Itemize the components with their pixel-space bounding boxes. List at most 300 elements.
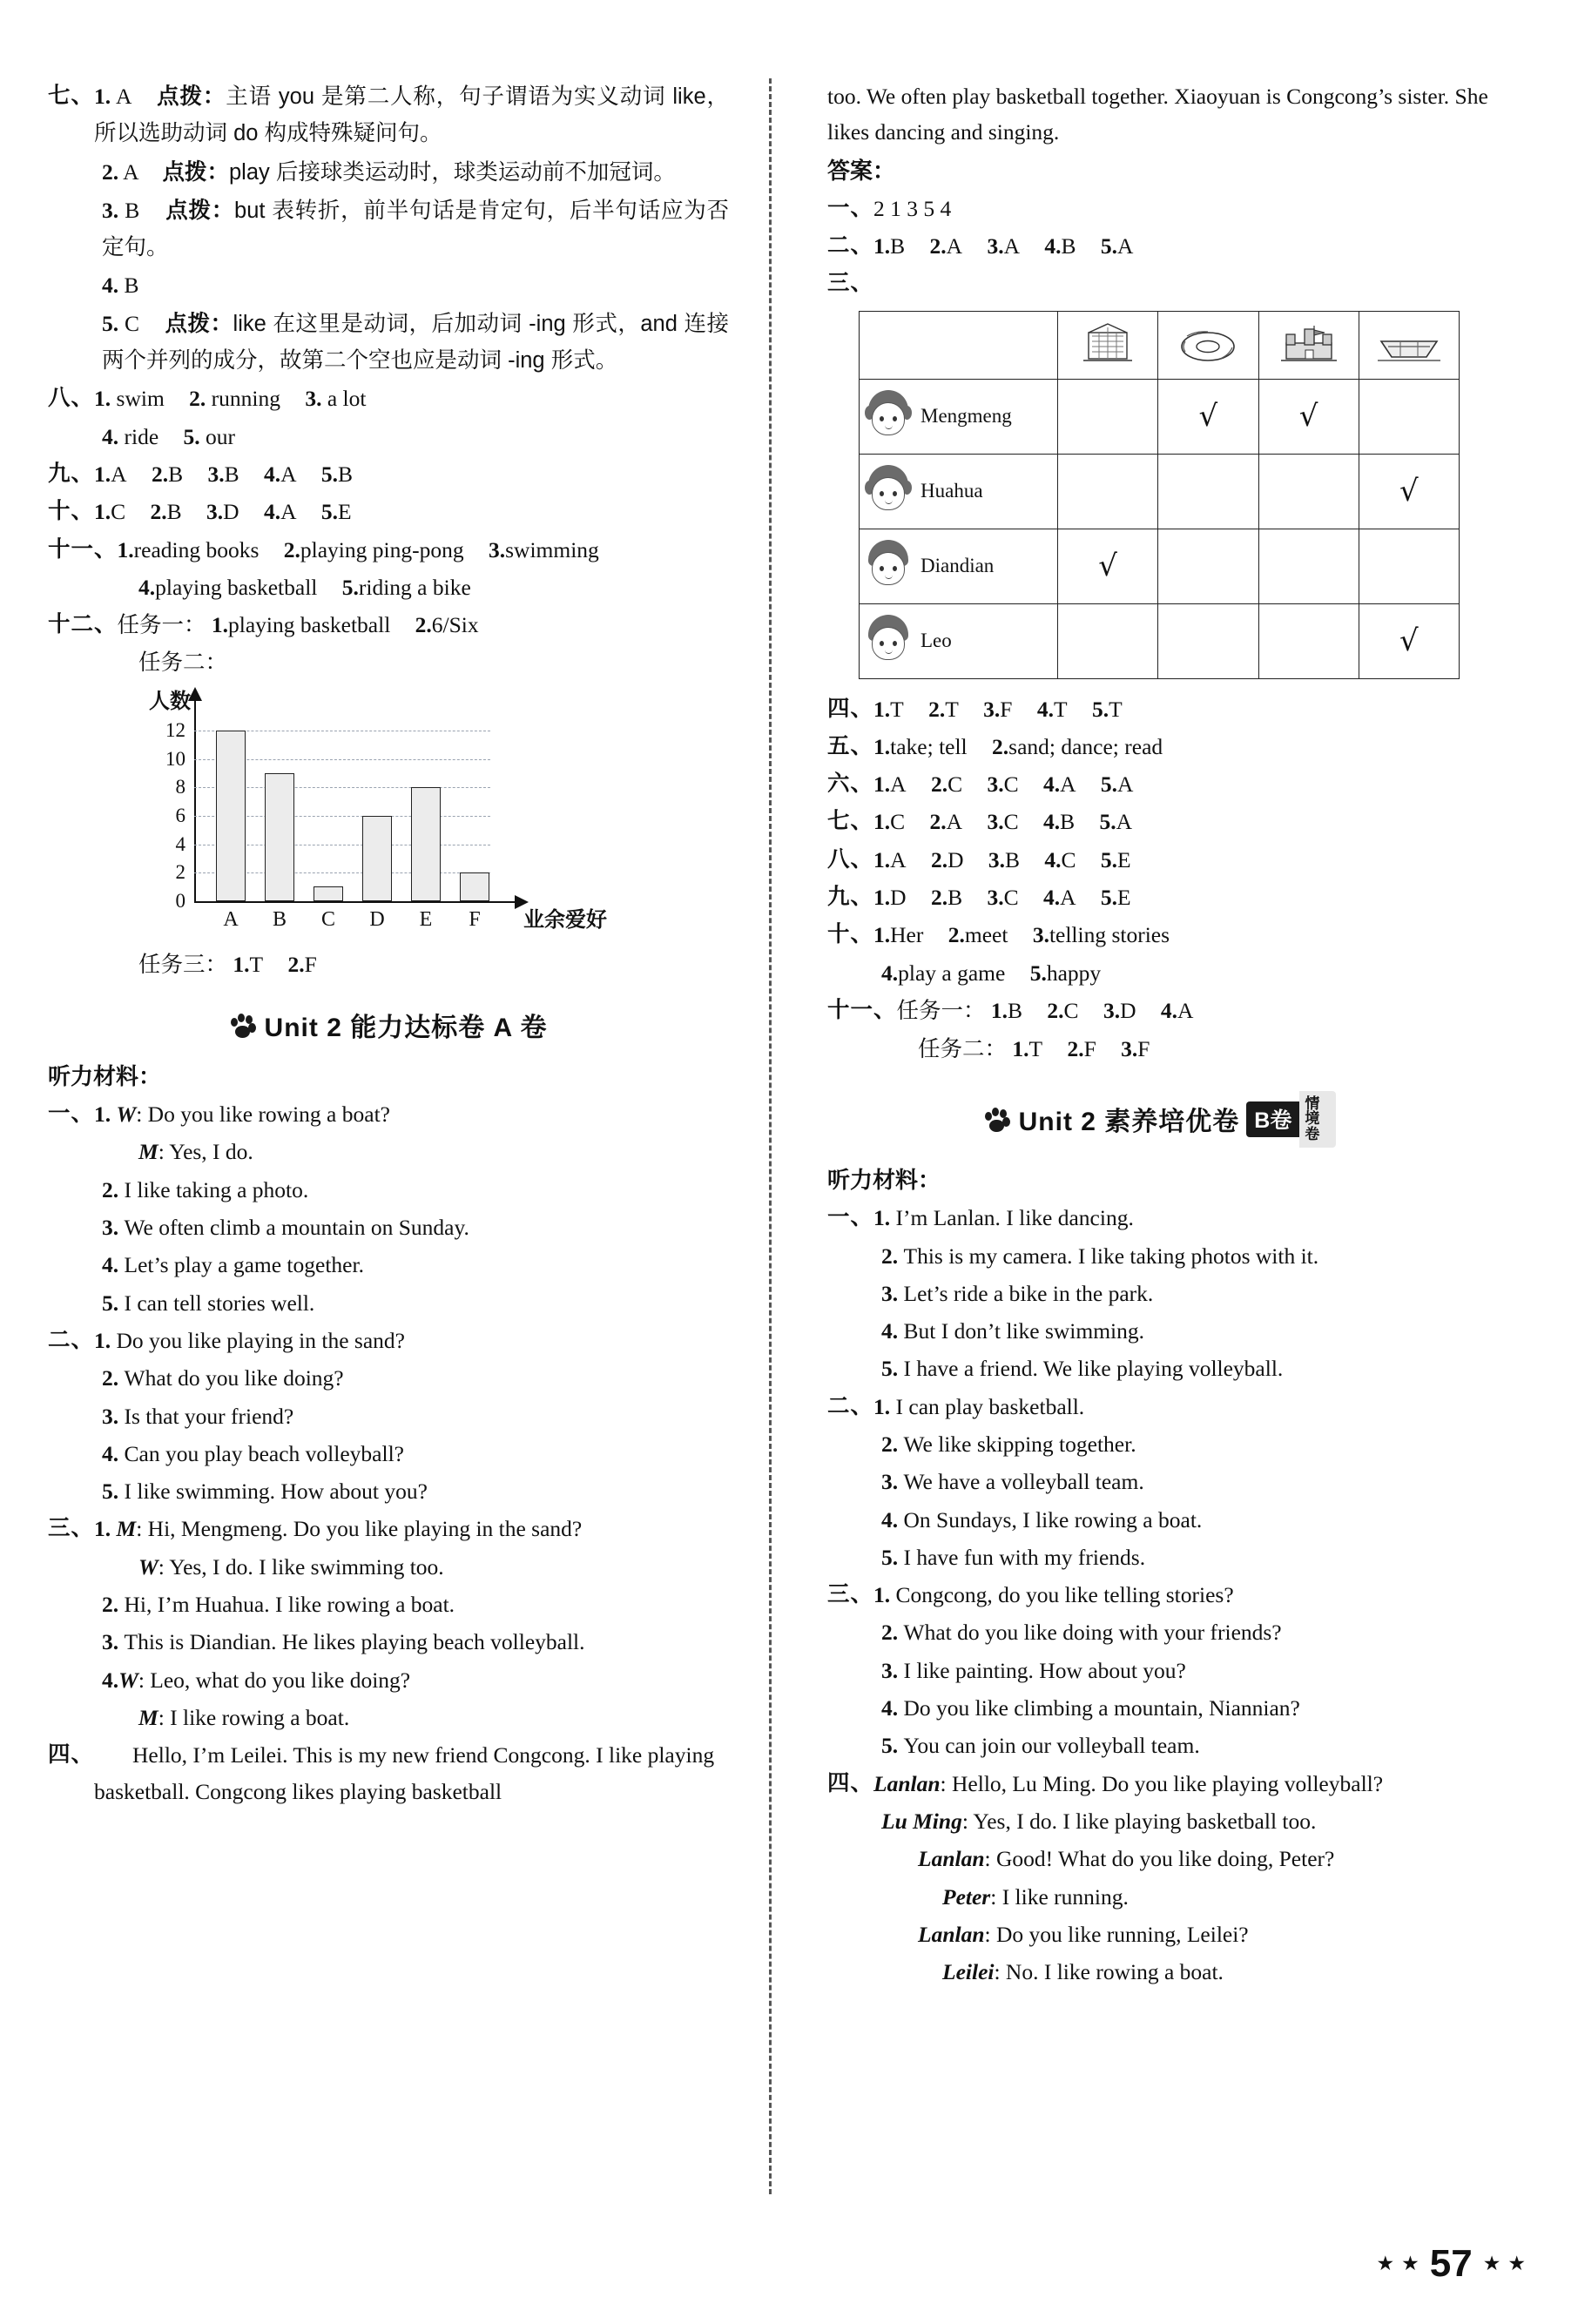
item-answer: F — [1000, 696, 1013, 722]
item-number: 2. — [1067, 1036, 1084, 1062]
answer-row-4 — [827, 691, 1493, 727]
item-number: 5. — [320, 461, 339, 487]
check-cell — [1058, 529, 1158, 603]
item-number: 2. — [102, 1365, 119, 1391]
boy-avatar — [865, 615, 912, 667]
item-number: 3. — [1121, 1036, 1138, 1062]
item-number: 1. — [94, 499, 111, 525]
item-number: 2. — [151, 461, 169, 487]
answer-row-3 — [827, 266, 1493, 301]
item-number: 2. — [150, 499, 167, 525]
item-number: 3. — [305, 386, 322, 412]
item-answer: ride — [124, 423, 159, 449]
item-number: 1. — [94, 1516, 111, 1542]
answers-label: 答案： — [827, 157, 896, 184]
table-header-row — [860, 311, 1460, 379]
item-number: 1. — [233, 951, 250, 977]
listening-line — [827, 1238, 1493, 1274]
line-text: : Do you like running, Leilei? — [984, 1921, 1249, 1947]
item-number: 1. — [94, 1101, 111, 1128]
listening-line — [48, 1398, 729, 1434]
listening-line — [827, 1426, 1493, 1462]
item-number: 4. — [1042, 809, 1061, 835]
speaker-label: Peter — [942, 1883, 991, 1910]
speaker-label: W — [138, 1553, 158, 1580]
section-label-12: 十二、 — [48, 612, 118, 637]
line-text: I have fun with my friends. — [903, 1544, 1146, 1570]
item-answer: T — [890, 696, 904, 722]
line-text: Congcong, do you like telling stories? — [895, 1582, 1234, 1608]
volume-subtitle: 情境卷 — [1299, 1091, 1336, 1149]
item-number: 3. — [881, 1469, 899, 1495]
answer-group-9 — [48, 456, 729, 492]
answer-group-7 — [48, 78, 729, 152]
line-text: Do you like playing in the sand? — [116, 1327, 405, 1353]
listening-line — [48, 1549, 729, 1585]
section-label: 一、 — [827, 195, 874, 220]
item-number: 1. — [1012, 1036, 1029, 1062]
item-number: 5. — [881, 1733, 899, 1759]
listening-section-label: 三、 — [48, 1516, 95, 1541]
item-number: 2. — [881, 1243, 899, 1269]
listening-line — [48, 1285, 729, 1321]
item-number: 4. — [1044, 233, 1062, 259]
item-answer: T — [249, 951, 264, 977]
listening-section-label: 四、 — [827, 1770, 874, 1795]
item-number: 2. — [189, 386, 206, 412]
check-mark: √ — [1399, 623, 1419, 659]
item-answer: B — [1004, 846, 1020, 872]
item-number: 4. — [102, 423, 119, 449]
check-cell — [1258, 454, 1359, 529]
speaker-label: M — [138, 1704, 158, 1730]
listening-line — [48, 1662, 729, 1698]
item-number: 3. — [987, 885, 1004, 911]
task1-label: 任务一： — [896, 998, 986, 1023]
answer-row-9 — [827, 879, 1493, 915]
item-answer: B — [224, 461, 239, 487]
listening-label: 听力材料： — [827, 1167, 941, 1194]
chart-bar — [411, 787, 441, 900]
line-text: What do you like doing with your friends? — [903, 1620, 1282, 1646]
listening-line — [827, 1728, 1493, 1763]
item-answer: B — [1060, 809, 1076, 835]
check-cell — [1359, 529, 1459, 603]
item-number: 4. — [1036, 696, 1054, 722]
listening-material-heading-right — [827, 1162, 1493, 1198]
item-number: 2. — [102, 1592, 119, 1618]
swim-ring-icon — [1166, 320, 1250, 369]
section-label: 三、 — [827, 271, 874, 296]
section-label: 九、 — [827, 885, 874, 910]
section-label-11: 十一、 — [48, 536, 118, 562]
item-answer: A — [1116, 809, 1133, 835]
listening-line — [827, 1351, 1493, 1386]
listening-group-4 — [48, 1737, 729, 1809]
item-number: 2. — [102, 158, 119, 185]
answer-row-10 — [827, 917, 1493, 953]
volume-tag — [1246, 1091, 1336, 1149]
section-label: 十一、 — [827, 997, 897, 1022]
chart-x-tick-label: A — [223, 907, 239, 931]
item-number: 5. — [102, 1290, 119, 1316]
item-number: 3. — [983, 696, 1001, 722]
line-text: You can join our volleyball team. — [903, 1733, 1200, 1759]
item-answer: B — [166, 499, 182, 525]
item-number: 1. — [873, 885, 891, 911]
item-answer: meet — [964, 922, 1008, 948]
line-text: I have a friend. We like playing volleyball. — [903, 1356, 1284, 1382]
item-answer: E — [338, 499, 352, 525]
item-answer: C — [111, 499, 126, 525]
answer-group-7-item3 — [48, 192, 729, 266]
listening-line — [48, 1134, 729, 1169]
two-column-layout — [48, 78, 1530, 2229]
item-number: 2. — [881, 1431, 899, 1457]
listening-material-heading-left — [48, 1058, 729, 1095]
listening-line — [827, 1313, 1493, 1349]
item-number: 1. — [873, 1393, 891, 1419]
table-row — [860, 454, 1460, 529]
item-number: 4. — [1044, 846, 1062, 872]
line-text: Hi, I’m Huahua. I like rowing a boat. — [124, 1592, 455, 1618]
item-number: 2. — [102, 1176, 119, 1202]
paw-icon — [984, 1106, 1010, 1132]
line-text: I’m Lanlan. I like dancing. — [895, 1205, 1134, 1231]
check-cell — [1359, 603, 1459, 678]
line-text: Do you like climbing a mountain, Niannian? — [903, 1695, 1300, 1721]
section-label: 二、 — [827, 233, 874, 258]
chart-y-tick-label: 10 — [165, 747, 185, 770]
item-answer: A — [111, 461, 127, 487]
line-text: : Hello, Lu Ming. Do you like playing volleyball? — [940, 1770, 1384, 1796]
answer-row-11 — [827, 993, 1493, 1029]
item-number: 5. — [1100, 771, 1118, 798]
item-answer: T — [1053, 696, 1068, 722]
row-label-cell — [860, 603, 1058, 678]
listening-line — [827, 1690, 1493, 1726]
listening-line — [827, 1276, 1493, 1311]
item-number: 1. — [873, 1205, 891, 1231]
star-icon: ★ — [1401, 2253, 1420, 2274]
item-answer: playing basketball — [155, 574, 318, 600]
chart-y-axis-title: 人数 — [149, 689, 191, 713]
row-label-cell — [860, 379, 1058, 454]
chart-x-axis — [194, 901, 516, 903]
line-text: : Leo, what do you like doing? — [138, 1667, 411, 1693]
sandcastle-icon — [1267, 320, 1351, 369]
item-answer: Her — [890, 922, 924, 948]
item-answer: playing basketball — [228, 612, 391, 638]
answer-row-6 — [827, 766, 1493, 802]
section-label-10: 十、 — [48, 499, 95, 524]
table-row — [860, 379, 1460, 454]
item-number: 4. — [263, 499, 281, 525]
item-number: 4. — [102, 1440, 119, 1466]
header-cell-sandcastle-icon — [1258, 311, 1359, 379]
chart-y-tick-label: 2 — [175, 861, 185, 884]
item-number: 2. — [930, 885, 948, 911]
item-number: 2. — [929, 809, 947, 835]
item-answer: A — [280, 499, 297, 525]
item-number: 2. — [929, 233, 947, 259]
item-number: 3. — [206, 499, 224, 525]
tip-text: 主语 you 是第二人称，句子谓语为实义动词 like，所以选助动词 do 构成特殊疑问句。 — [94, 84, 730, 146]
column-divider — [769, 78, 772, 2194]
item-number: 2. — [930, 846, 948, 872]
item-number: 1. — [873, 809, 891, 835]
item-number: 4. — [1042, 771, 1061, 798]
item-number: 3. — [207, 461, 225, 487]
dialog-line — [827, 1879, 1493, 1915]
line-text: : Yes, I do. I like playing basketball too. — [961, 1808, 1317, 1834]
header-cell-swim-ring-icon — [1158, 311, 1258, 379]
chart-x-tick-label: D — [369, 907, 385, 931]
star-icon: ★ — [1376, 2253, 1395, 2274]
item-number: 1. — [117, 536, 134, 562]
check-mark: √ — [1399, 474, 1419, 509]
item-answer: A — [115, 84, 131, 109]
item-answer: D — [1120, 997, 1136, 1023]
header-cell-sand-castle-building-icon — [1058, 311, 1158, 379]
student-name: Mengmeng — [920, 405, 1012, 428]
item-number: 4. — [881, 1318, 899, 1344]
section-label-8: 八、 — [48, 386, 95, 411]
item-answer: A — [890, 846, 907, 872]
listening-line — [48, 1624, 729, 1660]
item-number: 1. — [94, 84, 111, 109]
tip-text: but 表转折，前半句话是肯定句，后半句话应为否定句。 — [102, 198, 730, 260]
item-answer: A — [1177, 997, 1194, 1023]
listening-line — [48, 1360, 729, 1396]
line-text: I like painting. How about you? — [903, 1657, 1186, 1683]
chart-y-tick-label: 12 — [165, 719, 185, 742]
item-answer: E — [1117, 885, 1131, 911]
volume-letter: B卷 — [1246, 1101, 1299, 1137]
line-text: I can play basketball. — [895, 1393, 1085, 1419]
speaker-label: W — [118, 1667, 138, 1693]
item-answer: C — [1063, 997, 1079, 1023]
check-cell — [1258, 603, 1359, 678]
item-answer: swim — [116, 386, 165, 412]
listening-group-1 — [48, 1096, 729, 1132]
item-answer: reading books — [133, 536, 260, 562]
item-answer: take; tell — [890, 733, 968, 759]
check-cell — [1058, 603, 1158, 678]
line-text: Is that your friend? — [124, 1403, 294, 1429]
chart-x-tick-label: B — [272, 907, 287, 931]
section-label: 五、 — [827, 733, 874, 758]
answer-group-12 — [48, 607, 729, 643]
girl-pigtails-avatar — [865, 390, 912, 442]
item-number: 1. — [94, 461, 111, 487]
chart-bar — [265, 773, 294, 901]
item-number: 1. — [873, 922, 891, 948]
listening-section-label: 三、 — [827, 1582, 874, 1607]
item-answer: happy — [1046, 960, 1102, 986]
answer-group-11-line2 — [48, 569, 729, 605]
listening-group-2-right — [827, 1389, 1493, 1425]
speaker-label: Lanlan — [873, 1770, 941, 1796]
student-name: Huahua — [920, 480, 983, 502]
sand-castle-building-icon — [1066, 320, 1150, 369]
answer-group-7-item2 — [48, 154, 729, 191]
listening-section-label: 一、 — [827, 1205, 874, 1230]
item-answer: A — [890, 771, 907, 798]
speaker-label: Lanlan — [918, 1921, 985, 1947]
tip-text: like 在这里是动词，后加动词 -ing 形式，and 连接两个并列的成分，故第二个空也应是动词 -ing 形式。 — [102, 311, 730, 374]
listening-section-label: 四、 — [48, 1742, 95, 1768]
table-corner-cell — [860, 311, 1058, 379]
line-text: I like swimming. How about you? — [124, 1479, 428, 1505]
section-label: 七、 — [827, 809, 874, 834]
answer-group-8 — [48, 381, 729, 416]
chart-y-tick-label: 8 — [175, 776, 185, 798]
item-number: 3. — [488, 536, 506, 562]
item-answer: A — [1117, 771, 1134, 798]
listening-line — [48, 1586, 729, 1622]
item-number: 1. — [873, 233, 891, 259]
section-label-9: 九、 — [48, 461, 95, 486]
section-label-7: 七、 — [48, 84, 95, 108]
item-number: 2. — [287, 951, 305, 977]
item-answer: A — [280, 461, 297, 487]
line-text: : Do you like rowing a boat? — [136, 1101, 390, 1128]
listening-line — [48, 1172, 729, 1208]
item-answer: T — [1109, 696, 1123, 722]
item-number: 3. — [881, 1657, 899, 1683]
check-cell — [1158, 454, 1258, 529]
listening-paragraph: Hello, I’m Leilei. This is my new friend Congcong. I like playing basketball. Congcong likes playing basketball — [94, 1742, 715, 1804]
item-answer: A — [1117, 233, 1134, 259]
task1-label: 任务一： — [117, 613, 206, 638]
unit2-a-banner — [48, 1006, 729, 1044]
check-mark: √ — [1098, 549, 1117, 584]
line-text: What do you like doing? — [124, 1365, 344, 1391]
item-number: 3. — [102, 1215, 119, 1241]
speaker-label: M — [116, 1516, 137, 1542]
line-text: I can tell stories well. — [124, 1290, 315, 1316]
speaker-label: M — [138, 1139, 158, 1165]
listening-section-label: 二、 — [827, 1393, 874, 1418]
girl-bangs-avatar — [865, 465, 912, 517]
line-text: : Yes, I do. I like swimming too. — [158, 1553, 444, 1580]
listening-line — [827, 1653, 1493, 1688]
listening-section-label: 一、 — [48, 1101, 95, 1127]
item-answer: F — [304, 951, 317, 977]
banner-title: Unit 2 能力达标卷 A 卷 — [264, 1014, 548, 1043]
unit2-b-banner — [827, 1091, 1493, 1149]
listening-line — [827, 1614, 1493, 1650]
item-number: 5. — [102, 1479, 119, 1505]
item-number: 1. — [873, 846, 891, 872]
dialog-line — [827, 1954, 1493, 1990]
check-cell — [1158, 379, 1258, 454]
item-answer: A — [123, 158, 138, 185]
listening-group-3-right — [827, 1577, 1493, 1613]
item-number: 3. — [102, 1629, 119, 1655]
item-number: 1. — [873, 771, 891, 798]
item-number: 5. — [1100, 885, 1118, 911]
task2-row — [48, 645, 729, 681]
item-answer: A — [1003, 233, 1020, 259]
chart-x-tick-label: F — [469, 907, 481, 931]
item-number: 5. — [1029, 960, 1047, 986]
line-text: We often climb a mountain on Sunday. — [124, 1215, 469, 1241]
item-number: 2. — [992, 733, 1009, 759]
item-number: 5. — [102, 310, 119, 336]
item-number: 5. — [1099, 809, 1116, 835]
item-number: 1. — [990, 997, 1008, 1023]
item-number: 4. — [1042, 885, 1061, 911]
answer-row-1 — [827, 191, 1493, 226]
chart-y-tick-label: 6 — [175, 804, 185, 826]
hobby-bar-chart — [128, 689, 607, 941]
line-text: Let’s ride a bike in the park. — [903, 1280, 1154, 1306]
item-answer: sand; dance; read — [1008, 733, 1163, 759]
dialog-line — [827, 1803, 1493, 1839]
item-answer: B — [890, 233, 906, 259]
task2-label: 任务二： — [138, 650, 228, 676]
banner-title: Unit 2 素养培优卷 — [1018, 1108, 1240, 1137]
section-label: 六、 — [827, 771, 874, 797]
speaker-label: Lu Ming — [881, 1808, 962, 1834]
item-number: 3. — [881, 1280, 899, 1306]
star-icon: ★ — [1482, 2253, 1501, 2274]
item-number: 3. — [1032, 922, 1049, 948]
item-answer: C — [890, 809, 906, 835]
line-text: : I like running. — [990, 1883, 1129, 1910]
answer-row-10-line2 — [827, 955, 1493, 991]
item-answer: C — [1061, 846, 1076, 872]
item-number: 2. — [881, 1620, 899, 1646]
tip-label: 点拨： — [165, 198, 235, 223]
item-answer: B — [1061, 233, 1076, 259]
item-answer: running — [211, 386, 280, 412]
line-text: This is Diandian. He likes playing beach volleyball. — [124, 1629, 585, 1655]
line-text: Can you play beach volleyball? — [124, 1440, 404, 1466]
line-text: On Sundays, I like rowing a boat. — [903, 1506, 1203, 1532]
chart-bar — [216, 731, 246, 901]
item-number: 2. — [1047, 997, 1064, 1023]
item-number: 1. — [94, 386, 111, 412]
answer-group-8-line2 — [48, 419, 729, 455]
student-name: Diandian — [920, 555, 995, 577]
item-number: 5. — [341, 574, 359, 600]
listening-label: 听力材料： — [48, 1063, 162, 1090]
rowboat-icon — [1367, 320, 1451, 369]
item-answer: A — [946, 809, 963, 835]
chart-bar — [314, 886, 343, 900]
item-number: 1. — [873, 733, 891, 759]
item-answer: A — [1060, 885, 1076, 911]
line-text: : Yes, I do. — [158, 1139, 253, 1165]
answer-row-11-task2 — [827, 1031, 1493, 1068]
line-text: This is my camera. I like taking photos with it. — [903, 1243, 1319, 1269]
item-answer: our — [206, 423, 236, 449]
listening-group-3 — [48, 1511, 729, 1546]
speaker-label: W — [116, 1101, 137, 1128]
line-text: : No. I like rowing a boat. — [994, 1959, 1224, 1985]
chart-bar — [460, 872, 489, 901]
item-answer: B — [947, 885, 963, 911]
item-answer: F — [1083, 1036, 1096, 1062]
line-text: : Hi, Mengmeng. Do you like playing in the sand? — [136, 1516, 583, 1542]
section-label: 十、 — [827, 922, 874, 947]
student-name: Leo — [920, 630, 952, 652]
task3-row — [48, 946, 729, 983]
item-answer: C — [1003, 885, 1019, 911]
